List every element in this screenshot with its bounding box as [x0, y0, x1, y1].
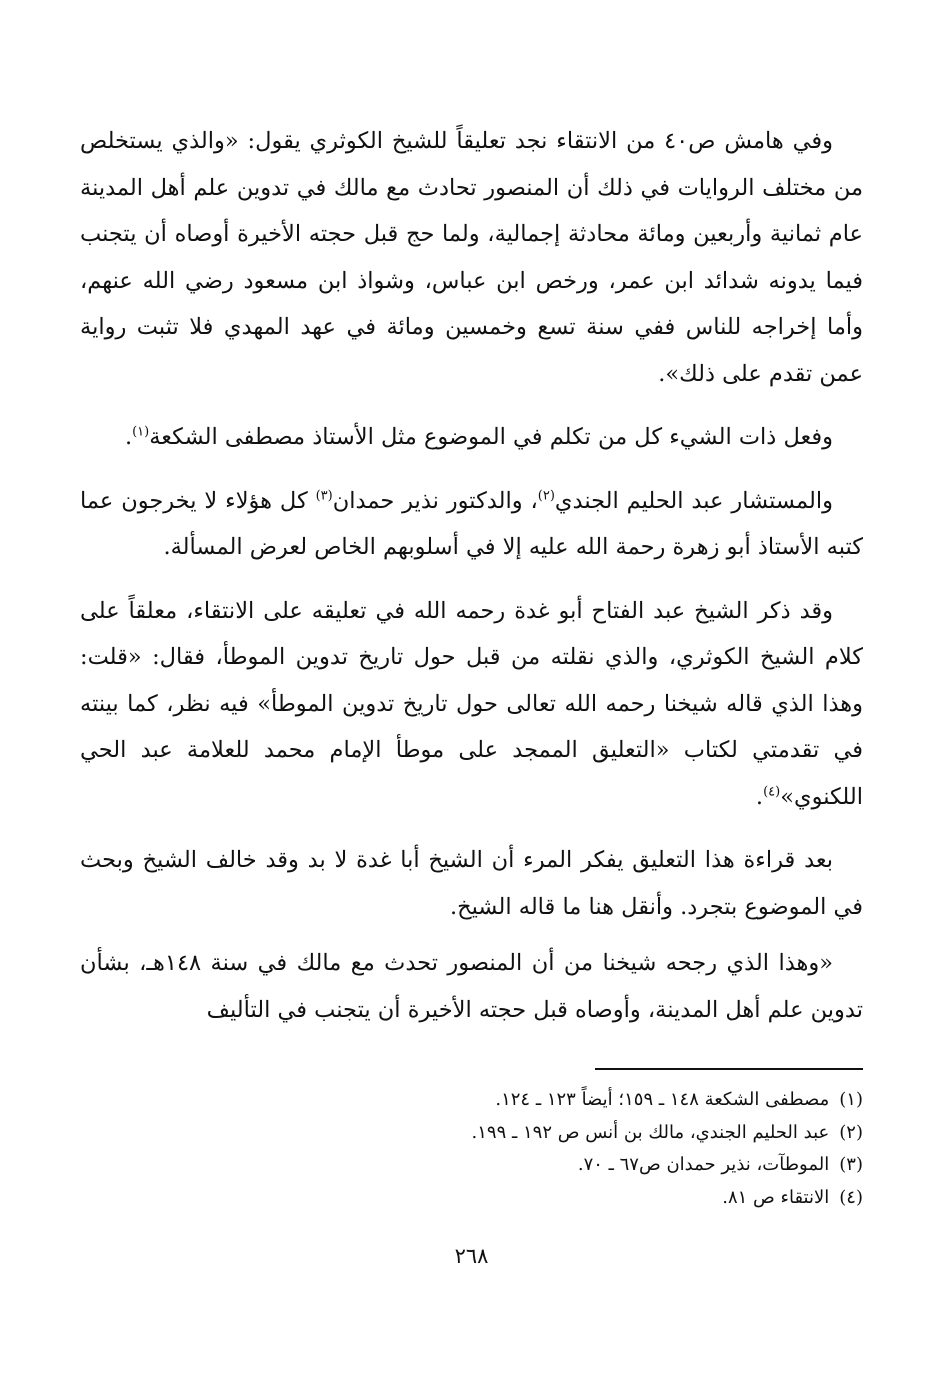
- paragraph-shakaa: [80, 414, 863, 461]
- footnote-text: مصطفى الشكعة ١٤٨ ـ ١٥٩؛ أيضاً ١٢٣ ـ ١٢٤.: [495, 1089, 830, 1110]
- paragraph-quote-continued: «وهذا الذي رجحه شيخنا من أن المنصور تحدث مع مالك في سنة ١٤٨هـ، بشأن تدوين علم أهل المدينة، وأوصاه قبل حجته الأخيرة أن يتجنب في التأليف: [80, 950, 863, 1023]
- footnote-item: [80, 1149, 863, 1182]
- paragraph-after-reading: بعد قراءة هذا التعليق يفكر المرء أن الشيخ أبا غدة لا بد وقد خالف الشيخ وبحث في الموضوع بتجرد. وأنقل هنا ما قاله الشيخ.: [80, 847, 863, 920]
- paragraph-text: وفعل ذات الشيء كل من تكلم في الموضوع مثل الأستاذ مصطفى الشكعة: [149, 424, 833, 450]
- footnote-item: [80, 1084, 863, 1117]
- page-number: ٢٦٨: [454, 1244, 489, 1268]
- period: .: [124, 424, 133, 450]
- page-body: [80, 118, 863, 1050]
- paragraph-jundi-hamdan: [80, 478, 863, 571]
- paragraph-text: ، والدكتور نذير حمدان: [332, 487, 538, 514]
- footnote-ref-3: (٣): [315, 488, 333, 503]
- paragraph-kawthari-quote: وفي هامش ص٤٠ من الانتقاء نجد تعليقاً للشيخ الكوثري يقول: «والذي يستخلص من مختلف الروايات في ذلك أن المنصور تحادث مع مالك في تدوين علم أهل المدينة عام ثمانية وأربعين ومائة محادثة إجمالية، ولما حج قبل حجته الأخيرة أوصاه أن يتجنب فيما يدونه شدائد ابن عمر، ورخص ابن عباس، وشواذ ابن مسعود رضي الله عنهم، وأما إخراجه للناس ففي سنة تسع وخمسين ومائة في عهد المهدي فلا تثبت رواية عمن تقدم على ذلك».: [80, 128, 863, 387]
- footnote-divider: [595, 1068, 863, 1070]
- footnote-text: الانتقاء ص ٨١.: [722, 1186, 830, 1208]
- footnote-ref-2: (٢): [537, 488, 555, 503]
- footnote-item: [80, 1182, 863, 1215]
- footnote-number: (٤): [839, 1186, 863, 1208]
- paragraph-text: كل هؤلاء لا يخرجون عما كتبه الأستاذ أبو زهرة رحمة الله عليه إلا في أسلوبهم الخاص لعرض المسألة.: [80, 487, 863, 560]
- footnote-ref-1: (١): [132, 424, 150, 440]
- paragraph-abu-ghudda: [80, 588, 863, 821]
- footnote-number: (٢): [839, 1121, 863, 1143]
- footnotes-list: [80, 1084, 863, 1214]
- footnote-ref-4: (٤): [763, 784, 781, 799]
- footnote-number: (١): [839, 1089, 863, 1110]
- footnote-number: (٣): [839, 1154, 863, 1175]
- paragraph-text: والمستشار عبد الحليم الجندي: [554, 487, 833, 514]
- period: .: [755, 783, 764, 810]
- footnote-text: عبد الحليم الجندي، مالك بن أنس ص ١٩٢ ـ ١٩٩.: [471, 1121, 830, 1143]
- paragraph-text: وقد ذكر الشيخ عبد الفتاح أبو غدة رحمه الله في تعليقه على الانتقاء، معلقاً على كلام الشيخ الكوثري، والذي نقلته من قبل حول تاريخ تدوين الموطأ، فقال: «قلت: وهذا الذي قاله شيخنا رحمه الله تعالى حول تاريخ تدوين الموطأ» فيه نظر، كما بينته في تقدمتي لكتاب «التعليق الممجد على موطأ الإمام محمد للعلامة عبد الحي اللكنوي»: [80, 597, 863, 810]
- footnote-text: الموطآت، نذير حمدان ص٦٧ ـ ٧٠.: [577, 1154, 830, 1175]
- footnote-item: [80, 1117, 863, 1150]
